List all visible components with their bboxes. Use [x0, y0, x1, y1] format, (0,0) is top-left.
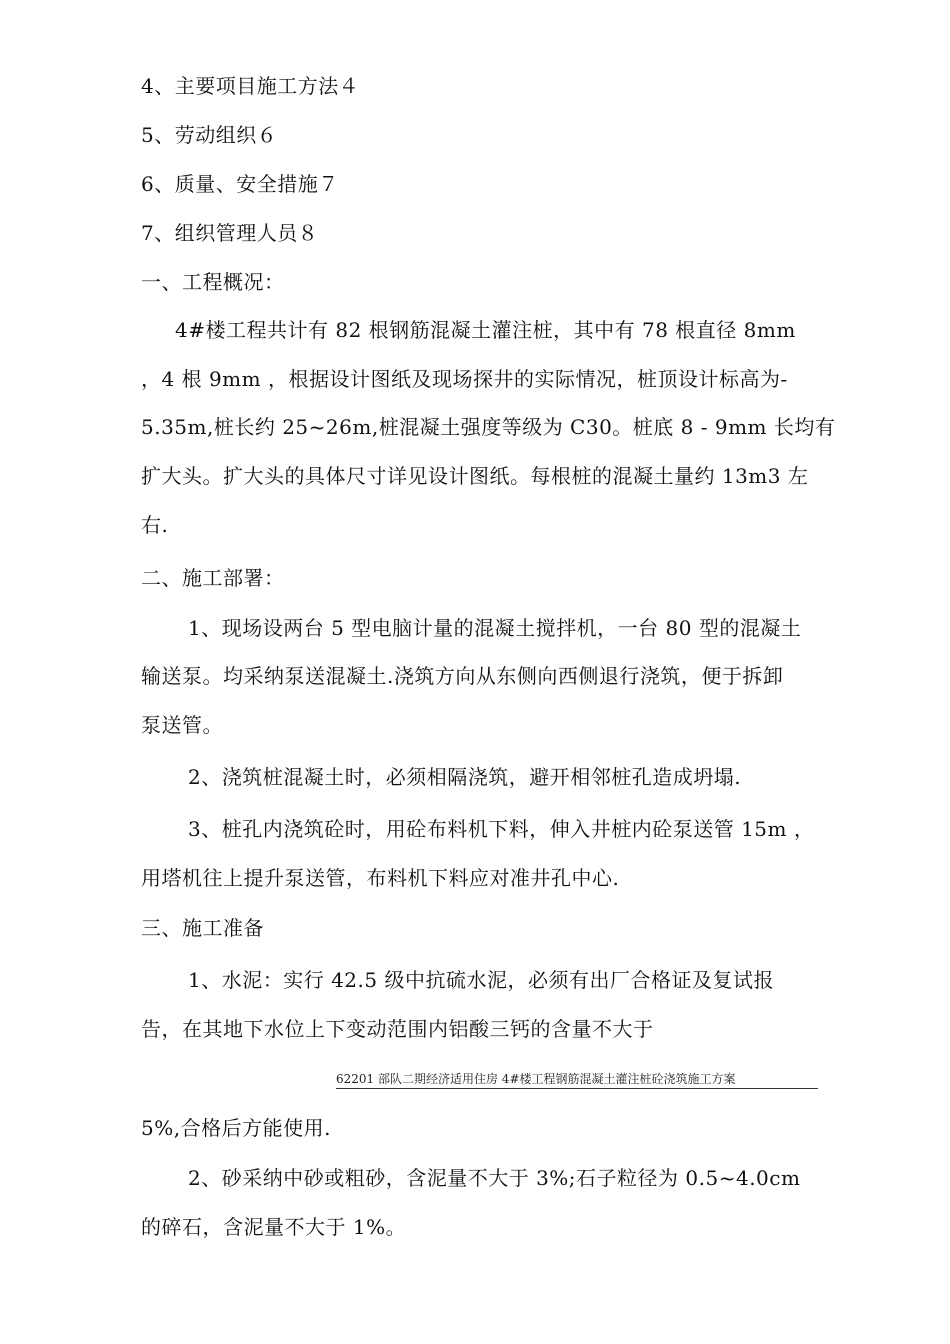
- paragraph-line: 告，在其地下水位上下变动范围内铝酸三钙的含量不大于: [141, 1017, 654, 1041]
- section-heading: 一、工程概况：: [141, 270, 285, 294]
- section-heading: 三、施工准备: [141, 916, 264, 940]
- footer-divider: [336, 1088, 818, 1089]
- paragraph-line: 2、砂采纳中砂或粗砂，含泥量不大于 3%;石子粒径为 0.5~4.0cm: [188, 1166, 801, 1190]
- paragraph-line: ，4 根 9mm ，根据设计图纸及现场探井的实际情况，桩顶设计标高为-: [141, 367, 788, 391]
- paragraph-line: 1、现场设两台 5 型电脑计量的混凝土搅拌机，一台 80 型的混凝土: [188, 616, 802, 640]
- paragraph-line: 右.: [141, 513, 169, 537]
- paragraph-line: 2、浇筑桩混凝土时，必须相隔浇筑，避开相邻桩孔造成坍塌.: [188, 765, 742, 789]
- section-heading: 二、施工部署：: [141, 566, 285, 590]
- paragraph-line: 扩大头。扩大头的具体尺寸详见设计图纸。每根桩的混凝土量约 13m3 左: [141, 464, 809, 488]
- toc-item: 4、主要项目施工方法４: [141, 74, 360, 98]
- toc-item: 6、质量、安全措施７: [141, 172, 339, 196]
- page-footer-title: 62201 部队二期经济适用住房 4#楼工程钢筋混凝土灌注桩砼浇筑施工方案: [336, 1072, 736, 1086]
- paragraph-line: 泵送管。: [141, 713, 223, 737]
- paragraph-line: 5%,合格后方能使用.: [141, 1116, 331, 1140]
- paragraph-line: 3、桩孔内浇筑砼时，用砼布料机下料，伸入井桩内砼泵送管 15m ，: [188, 817, 815, 841]
- paragraph-line: 的碎石，含泥量不大于 1%。: [141, 1215, 407, 1239]
- paragraph-line: 输送泵。均采纳泵送混凝土.浇筑方向从东侧向西侧退行浇筑，便于拆卸: [141, 664, 784, 688]
- paragraph-line: 用塔机往上提升泵送管，布料机下料应对准井孔中心.: [141, 866, 620, 890]
- toc-item: 7、组织管理人员８: [141, 221, 319, 245]
- paragraph-line: 5.35m,桩长约 25~26m,桩混凝土强度等级为 C30。桩底 8 - 9mm 长均有: [141, 415, 836, 439]
- paragraph-line: 4#楼工程共计有 82 根钢筋混凝土灌注桩，其中有 78 根直径 8mm: [175, 318, 796, 342]
- paragraph-line: 1、水泥：实行 42.5 级中抗硫水泥，必须有出厂合格证及复试报: [188, 968, 774, 992]
- toc-item: 5、劳动组织６: [141, 123, 278, 147]
